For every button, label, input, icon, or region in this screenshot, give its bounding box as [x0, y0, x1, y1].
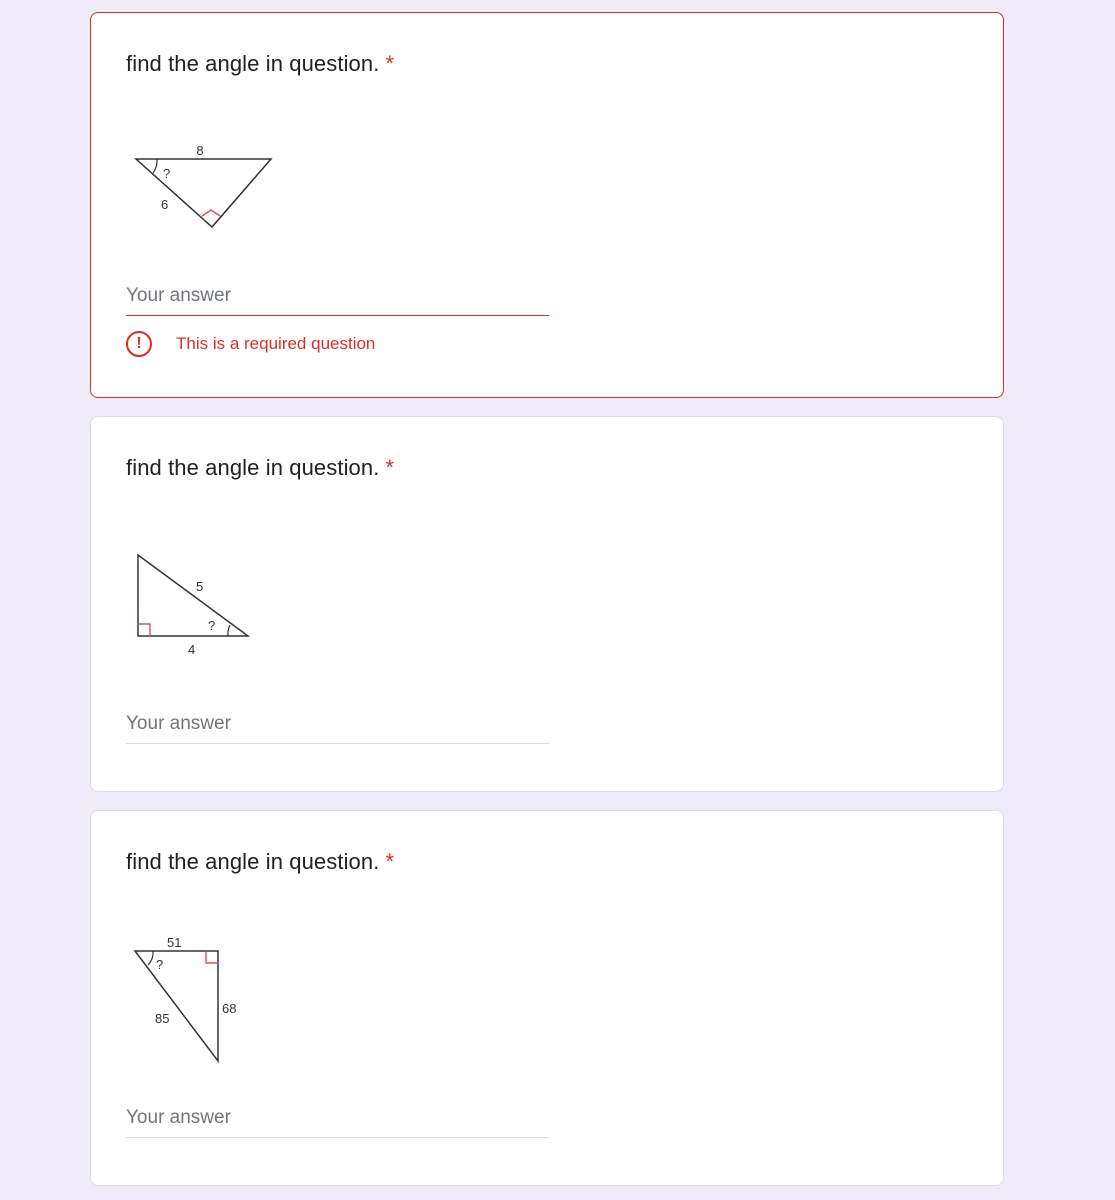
label-side: 6 [161, 197, 169, 212]
triangle-figure [126, 929, 246, 1069]
triangle-figure [126, 547, 256, 657]
question-title [126, 51, 394, 77]
error-message: This is a required question [176, 334, 376, 353]
error-message-row [126, 331, 375, 357]
triangle-outline [138, 555, 248, 636]
right-angle-marker [206, 951, 218, 963]
angle-arc [153, 159, 157, 173]
required-asterisk: * [385, 455, 395, 480]
required-asterisk: * [385, 849, 395, 874]
triangle-outline [136, 159, 271, 227]
answer-input[interactable] [126, 713, 549, 744]
question-card-1 [90, 12, 1004, 398]
question-title-text: find the angle in question. [126, 51, 380, 76]
label-angle: ? [156, 957, 164, 972]
label-hyp: 5 [196, 579, 204, 594]
label-hyp: 85 [155, 1011, 170, 1026]
question-card-2 [90, 416, 1004, 792]
triangle-outline [135, 951, 218, 1061]
question-title-text: find the angle in question. [126, 849, 380, 874]
right-angle-marker [202, 210, 220, 216]
right-angle-marker [138, 624, 150, 636]
error-icon: ! [126, 331, 152, 357]
label-base: 4 [188, 642, 196, 657]
angle-arc [148, 951, 153, 965]
label-top: 51 [167, 935, 182, 950]
answer-input[interactable] [126, 1107, 549, 1138]
question-card-3 [90, 810, 1004, 1186]
label-angle: ? [163, 166, 171, 181]
label-top: 8 [196, 143, 204, 158]
label-side: 68 [222, 1001, 237, 1016]
angle-arc [228, 625, 230, 636]
required-asterisk: * [385, 51, 395, 76]
question-title [126, 455, 394, 481]
question-title [126, 849, 394, 875]
label-angle: ? [208, 618, 216, 633]
triangle-figure [126, 143, 276, 238]
answer-input[interactable] [126, 285, 549, 316]
question-title-text: find the angle in question. [126, 455, 380, 480]
